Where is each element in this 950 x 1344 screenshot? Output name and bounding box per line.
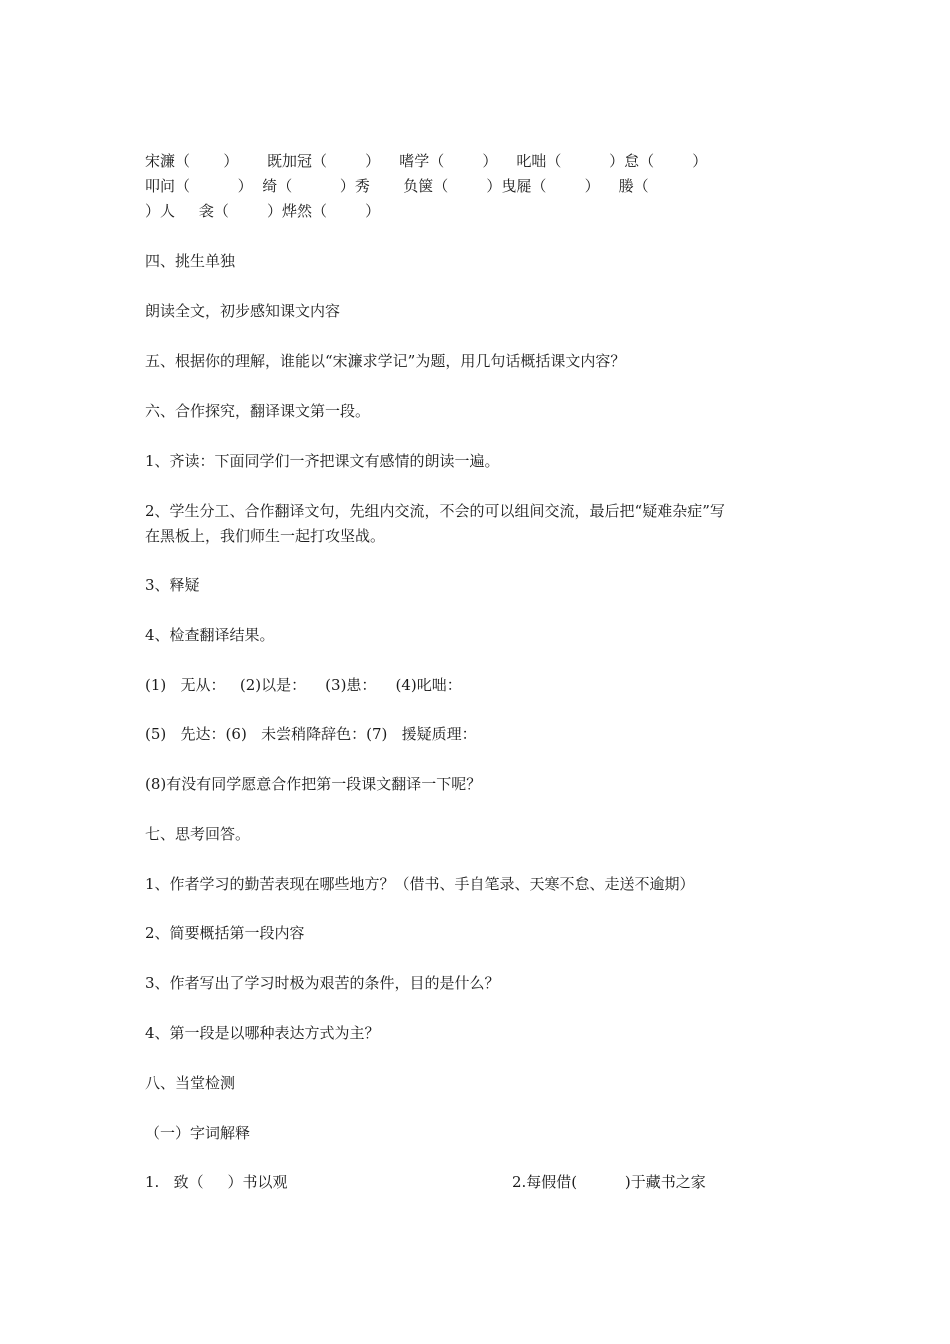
section-4-text: 朗读全文，初步感知课文内容	[145, 302, 341, 320]
section-6-item-3: 3、释疑	[145, 576, 200, 594]
question-row-1: (1) 无从： (2)以是： (3)患： (4)叱咄：	[145, 676, 462, 694]
section-7-item-2: 2、简要概括第一段内容	[145, 924, 305, 942]
vocab-line-3: ）人 衾（ ）烨然（ ）	[145, 202, 381, 220]
section-4-heading: 四、挑生单独	[145, 252, 236, 270]
vocab-line-2: 叩问（ ） 绮（ ）秀 负箧（ ）曳屣（ ） 媵（	[145, 177, 649, 195]
section-6-item-4: 4、检查翻译结果。	[145, 626, 275, 644]
section-8-subheading: （一）字词解释	[145, 1124, 251, 1142]
section-5-heading: 五、根据你的理解，谁能以“宋濂求学记”为题，用几句话概括课文内容？	[145, 352, 626, 370]
section-7-item-3: 3、作者写出了学习时极为艰苦的条件，目的是什么？	[145, 974, 500, 992]
section-8-heading: 八、当堂检测	[145, 1074, 236, 1092]
section-6-item-2b: 在黑板上，我们师生一起打攻坚战。	[145, 527, 386, 545]
vocab-line-1: 宋濂（ ） 既加冠（ ） 嗜学（ ） 叱咄（ ）怠（ ）	[145, 152, 708, 170]
section-7-item-1: 1、作者学习的勤苦表现在哪些地方？（借书、手自笔录、天寒不怠、走送不逾期）	[145, 875, 695, 893]
section-8-question-2: 2.每假借( )于藏书之家	[512, 1173, 706, 1191]
section-6-item-1: 1、齐读：下面同学们一齐把课文有感情的朗读一遍。	[145, 452, 500, 470]
section-8-question-row	[145, 1171, 765, 1193]
section-6-heading: 六、合作探究，翻译课文第一段。	[145, 402, 371, 420]
question-row-2: (5) 先达：(6) 未尝稍降辞色：(7) 援疑质理：	[145, 725, 477, 743]
question-row-3: (8)有没有同学愿意合作把第一段课文翻译一下呢？	[145, 775, 482, 793]
section-8-question-1: 1. 致（ ）书以观	[145, 1173, 288, 1191]
section-6-item-2a: 2、学生分工、合作翻译文句，先组内交流，不会的可以组间交流，最后把“疑难杂症”写	[145, 502, 725, 520]
section-7-heading: 七、思考回答。	[145, 825, 251, 843]
section-7-item-4: 4、第一段是以哪种表达方式为主？	[145, 1024, 380, 1042]
